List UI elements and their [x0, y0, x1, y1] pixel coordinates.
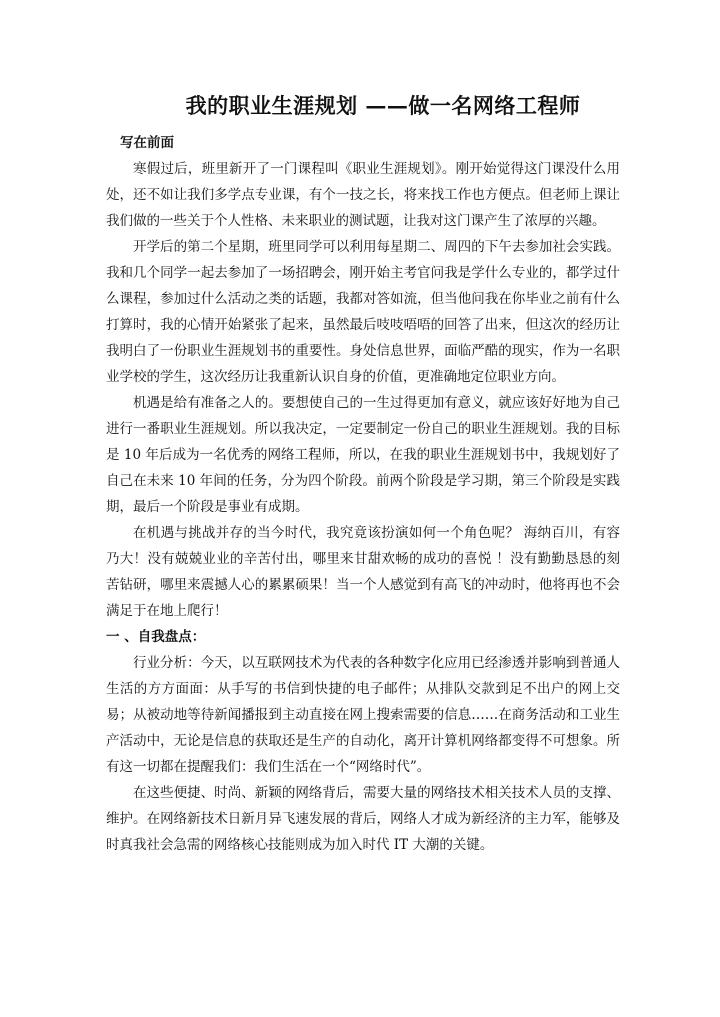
paragraph: 开学后的第二个星期，班里同学可以利用每星期二、周四的下午去参加社会实践。我和几个同学一起去参加了一场招聘会，刚开始主考官问我是学什么专业的，都学过什么课程，参加过什么活动之类的话题，我都对答如流，但当他问我在你毕业之前有什么打算时，我的心情开始紧张了起来，虽然最后吱吱唔唔的回答了出来，但这次的经历让我明白了一份职业生涯规划书的重要性。身处信息世界，面临严酷的现实，作为一名职业学校的学生，这次经历让我重新认识自身的价值，更准确地定位职业方向。 — [106, 239, 620, 385]
paragraph: 在这些便捷、时尚、新颖的网络背后，需要大量的网络技术相关技术人员的支撑、维护。在网络新技术日新月异飞速发展的背后，网络人才成为新经济的主力军，能够及时真我社会急需的网络核心技能则成为加入时代 IT 大潮的关键。 — [106, 785, 620, 853]
section-self-assessment — [106, 624, 620, 858]
paragraph: 行业分析：今天，以互联网技术为代表的各种数字化应用已经渗透并影响到普通人生活的方方面面：从手写的书信到快捷的电子邮件；从排队交款到足不出户的网上交易；从被动地等待新闻播报到主动直接在网上搜索需要的信息……在商务活动和工业生产活动中，无论是信息的获取还是生产的自动化，离开计算机网络都变得不可想象。所有这一切都在提醒我们：我们生活在一个“网络时代”。 — [106, 655, 620, 775]
paragraph: 机遇是给有准备之人的。要想使自己的一生过得更加有意义，就应该好好地为自己进行一番职业生涯规划。所以我决定，一定要制定一份自己的职业生涯规划。我的目标是 10 年后成为一名优秀的网络工程师，所以，在我的职业生涯规划书中，我规划好了自己在未来 10 年间的任务，分为四个阶段。前两个阶段是学习期，第三个阶段是实践期，最后一个阶段是事业有成期。 — [106, 395, 620, 515]
paragraph: 寒假过后，班里新开了一门课程叫《职业生涯规划》。刚开始觉得这门课没什么用处，还不如让我们多学点专业课，有个一技之长，将来找工作也方便点。但老师上课让我们做的一些关于个人性格、未来职业的测试题，让我对这门课产生了浓厚的兴趣。 — [106, 161, 620, 229]
paragraph: 在机遇与挑战并存的当今时代，我究竟该扮演如何一个角色呢？ 海纳百川，有容乃大！没有兢兢业业的辛苦付出，哪里来甘甜欢畅的成功的喜悦 ！没有勤勤恳恳的刻苦钻研，哪里来震撼人心的累累硕果！当一个人感觉到有高飞的冲动时，他将再也不会满足于在地上爬行！ — [106, 525, 620, 619]
section-heading-preface: 写在前面 — [120, 135, 174, 151]
document-title: 我的职业生涯规划 ——做一名网络工程师 — [185, 93, 581, 118]
section-heading-self-assessment: 一 、自我盘点： — [106, 629, 206, 645]
section-preface — [106, 130, 620, 624]
